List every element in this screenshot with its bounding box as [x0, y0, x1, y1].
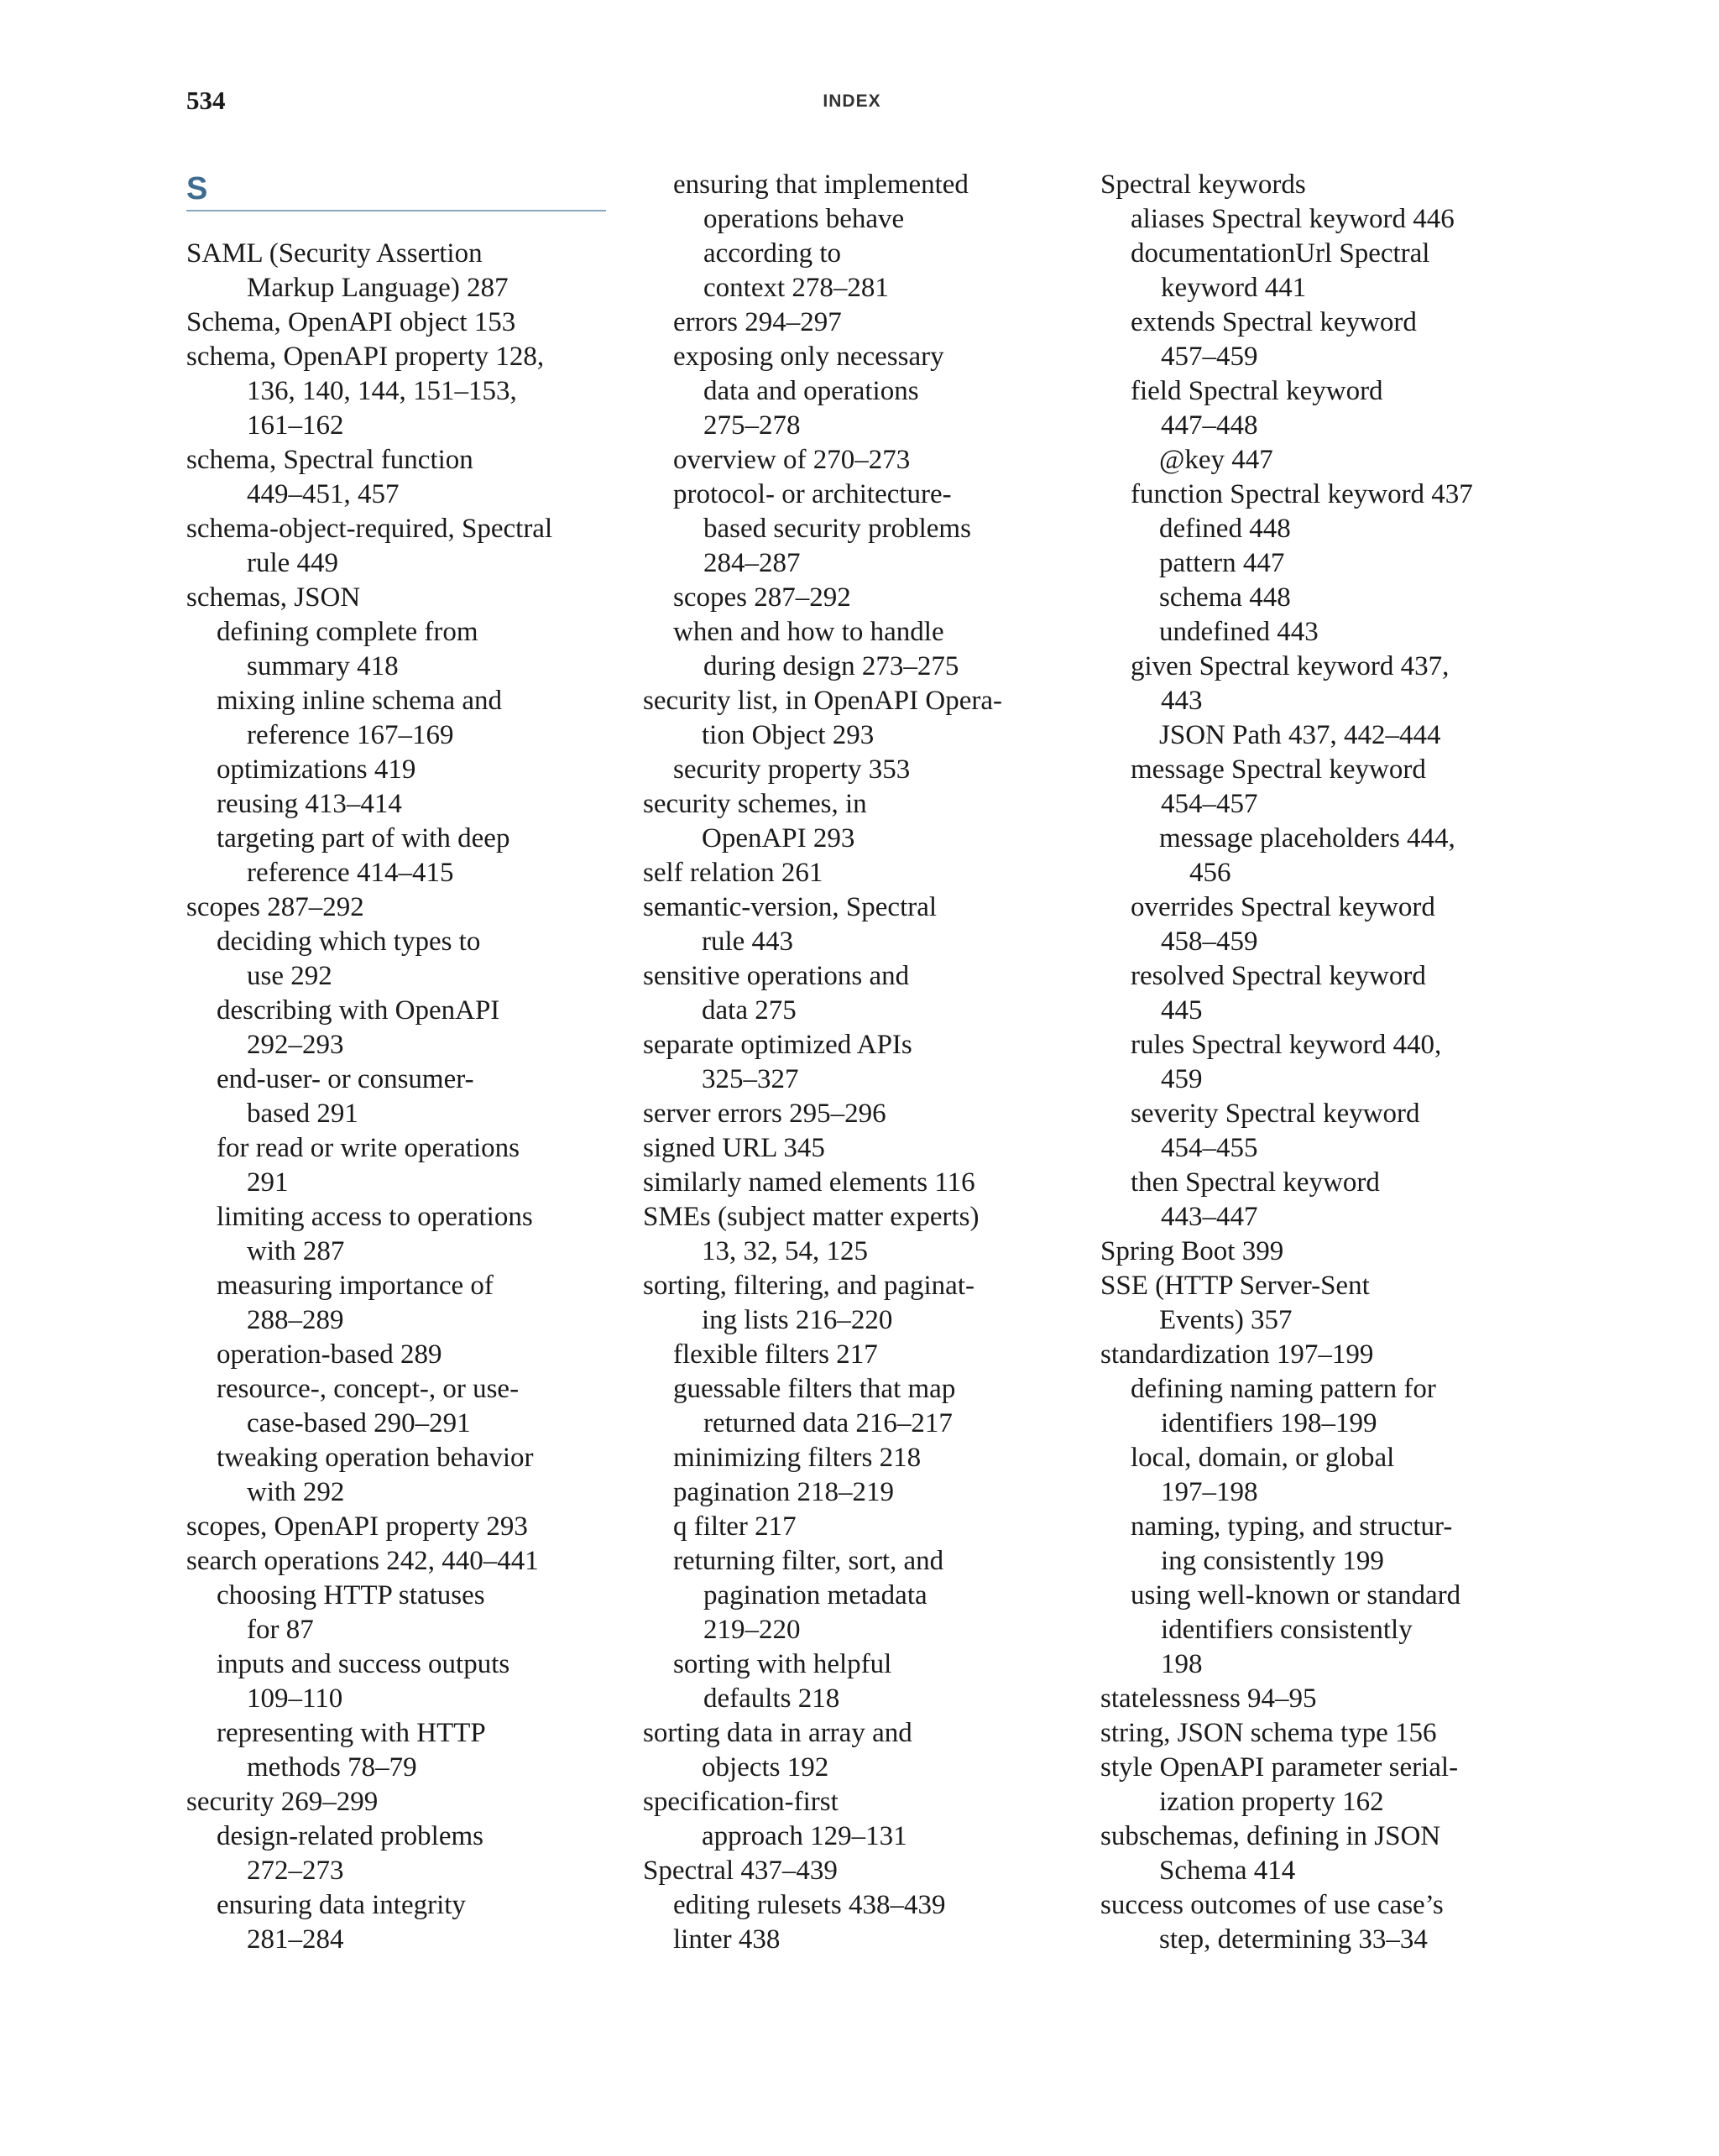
index-entry: specification-first: [643, 1787, 839, 1817]
index-subsubentry: message placeholders 444,: [1159, 823, 1455, 854]
index-subentry: design-related problems: [217, 1821, 483, 1851]
index-entry-continuation: with 287: [247, 1236, 345, 1266]
index-subsubentry: defined 448: [1159, 514, 1291, 544]
index-entry-continuation: 109–110: [247, 1684, 343, 1714]
index-subentry: severity Spectral keyword: [1131, 1099, 1420, 1129]
index-subentry: scopes 287–292: [673, 582, 851, 613]
index-entry-continuation: ing lists 216–220: [702, 1305, 893, 1335]
index-subentry: when and how to handle: [673, 617, 944, 647]
index-subentry: given Spectral keyword 437,: [1131, 651, 1450, 681]
index-entry: sorting, filtering, and paginat-: [643, 1271, 974, 1301]
index-subentry: reusing 413–414: [217, 789, 402, 819]
index-entry-continuation: returned data 216–217: [703, 1408, 953, 1438]
index-entry-continuation: defaults 218: [703, 1684, 840, 1714]
index-entry-continuation: reference 414–415: [247, 858, 454, 888]
index-list-1: [186, 237, 606, 1957]
index-entry-continuation: ing consistently 199: [1161, 1546, 1384, 1576]
index-entry-continuation: 281–284: [247, 1924, 344, 1955]
index-entry-continuation: 443–447: [1161, 1202, 1258, 1232]
index-entry-continuation: 457–459: [1161, 342, 1258, 372]
index-entry-continuation: 272–273: [247, 1856, 344, 1886]
running-head: INDEX: [823, 91, 881, 111]
index-subentry: guessable filters that map: [673, 1374, 956, 1404]
index-entry-continuation: OpenAPI 293: [702, 823, 855, 854]
index-entry-continuation: 325–327: [702, 1064, 799, 1094]
index-subentry: tweaking operation behavior: [217, 1443, 534, 1473]
index-entry-continuation: based 291: [247, 1099, 358, 1129]
index-entry-continuation: rule 449: [247, 548, 339, 578]
index-entry: statelessness 94–95: [1100, 1684, 1317, 1714]
index-entry-continuation: context 278–281: [703, 273, 889, 303]
index-list-2: [643, 168, 1063, 1957]
index-subentry: minimizing filters 218: [673, 1443, 922, 1473]
index-subsubentry: undefined 443: [1159, 617, 1319, 647]
index-entry-continuation: 447–448: [1161, 410, 1258, 441]
index-subentry: flexible filters 217: [673, 1339, 878, 1370]
index-subentry: inputs and success outputs: [217, 1649, 510, 1679]
index-entry-continuation: 291: [247, 1167, 289, 1198]
index-entry: search operations 242, 440–441: [186, 1546, 539, 1576]
index-entry: Spectral 437–439: [643, 1856, 838, 1886]
index-subentry: resource-, concept-, or use-: [217, 1374, 520, 1404]
index-entry-continuation: objects 192: [702, 1752, 829, 1783]
index-entry: schema, OpenAPI property 128,: [186, 342, 545, 372]
index-subentry: overrides Spectral keyword: [1131, 892, 1435, 922]
index-subentry: defining naming pattern for: [1131, 1374, 1436, 1404]
index-subentry: function Spectral keyword 437: [1131, 479, 1473, 509]
index-entry-continuation: according to: [703, 238, 842, 269]
index-entry-continuation: tion Object 293: [702, 720, 875, 750]
index-subentry: ensuring that implemented: [673, 170, 969, 200]
index-entry-continuation: reference 167–169: [247, 720, 454, 750]
index-entry-continuation: based security problems: [703, 514, 971, 544]
index-entry: self relation 261: [643, 858, 823, 888]
index-subentry: security property 353: [673, 754, 911, 785]
index-entry: style OpenAPI parameter serial-: [1100, 1752, 1459, 1783]
index-entry-continuation: 197–198: [1161, 1477, 1258, 1507]
index-entry-continuation: 456: [1189, 858, 1231, 888]
index-subentry: defining complete from: [217, 617, 478, 647]
index-entry-continuation: identifiers 198–199: [1161, 1408, 1377, 1438]
index-subentry: exposing only necessary: [673, 342, 944, 372]
index-entry: sensitive operations and: [643, 961, 910, 991]
index-entry-continuation: methods 78–79: [247, 1752, 417, 1783]
index-entry-continuation: keyword 441: [1161, 273, 1307, 303]
index-entry-continuation: Schema 414: [1159, 1856, 1296, 1886]
index-subentry: sorting with helpful: [673, 1649, 892, 1679]
index-subentry: q filter 217: [673, 1511, 797, 1542]
index-entry-continuation: identifiers consistently: [1161, 1615, 1413, 1645]
index-entry: security list, in OpenAPI Opera-: [643, 686, 1002, 716]
index-entry-continuation: Markup Language) 287: [247, 273, 509, 303]
index-entry: Spectral keywords: [1100, 170, 1306, 200]
index-entry: scopes 287–292: [186, 892, 364, 922]
index-entry: success outcomes of use case’s: [1100, 1890, 1444, 1920]
index-subentry: deciding which types to: [217, 927, 481, 957]
index-entry: string, JSON schema type 156: [1100, 1718, 1437, 1748]
index-subentry: extends Spectral keyword: [1131, 307, 1417, 337]
index-subentry: describing with OpenAPI: [217, 995, 500, 1026]
index-subentry: for read or write operations: [217, 1133, 520, 1163]
index-entry: sorting data in array and: [643, 1718, 912, 1748]
page-number: 534: [186, 86, 226, 115]
index-entry-continuation: 445: [1161, 995, 1203, 1026]
index-entry-continuation: ization property 162: [1159, 1787, 1384, 1817]
index-subentry: mixing inline schema and: [217, 686, 503, 716]
index-entry: SAML (Security Assertion: [186, 238, 483, 269]
index-entry: Spring Boot 399: [1100, 1236, 1284, 1266]
index-subentry: local, domain, or global: [1131, 1443, 1395, 1473]
index-entry: schema-object-required, Spectral: [186, 514, 553, 544]
index-entry-continuation: pagination metadata: [703, 1580, 927, 1610]
index-entry: server errors 295–296: [643, 1099, 886, 1129]
index-subentry: naming, typing, and structur-: [1131, 1511, 1453, 1542]
index-entry: schemas, JSON: [186, 582, 361, 613]
index-entry-continuation: for 87: [247, 1615, 314, 1645]
index-subsubentry: pattern 447: [1159, 548, 1285, 578]
index-subentry: resolved Spectral keyword: [1131, 961, 1426, 991]
index-subentry: overview of 270–273: [673, 445, 911, 475]
index-subentry: linter 438: [673, 1924, 781, 1955]
index-entry-continuation: rule 443: [702, 927, 794, 957]
index-entry-continuation: use 292: [247, 961, 332, 991]
index-subentry: operation-based 289: [217, 1339, 442, 1370]
index-subentry: rules Spectral keyword 440,: [1131, 1030, 1442, 1060]
index-entry: security 269–299: [186, 1787, 379, 1817]
index-entry: SSE (HTTP Server-Sent: [1100, 1271, 1370, 1301]
index-entry-continuation: with 292: [247, 1477, 345, 1507]
index-entry: scopes, OpenAPI property 293: [186, 1511, 528, 1542]
index-subentry: errors 294–297: [673, 307, 842, 337]
index-entry-continuation: summary 418: [247, 651, 399, 681]
index-entry-continuation: 458–459: [1161, 927, 1258, 957]
index-subentry: protocol- or architecture-: [673, 479, 952, 509]
index-subsubentry: schema 448: [1159, 582, 1291, 613]
index-entry-continuation: 288–289: [247, 1305, 344, 1335]
index-subentry: limiting access to operations: [217, 1202, 533, 1232]
index-entry: security schemes, in: [643, 789, 867, 819]
index-entry-continuation: data 275: [702, 995, 797, 1026]
index-entry-continuation: case-based 290–291: [247, 1408, 471, 1438]
index-entry-continuation: 284–287: [703, 548, 801, 578]
index-entry-continuation: 198: [1161, 1649, 1203, 1679]
index-entry: similarly named elements 116: [643, 1167, 975, 1198]
index-entry: signed URL 345: [643, 1133, 825, 1163]
index-entry: separate optimized APIs: [643, 1030, 912, 1060]
index-subentry: ensuring data integrity: [217, 1890, 466, 1920]
index-subentry: end-user- or consumer-: [217, 1064, 474, 1094]
index-entry: SMEs (subject matter experts): [643, 1202, 980, 1232]
index-entry-continuation: step, determining 33–34: [1159, 1924, 1428, 1955]
index-subentry: documentationUrl Spectral: [1131, 238, 1430, 269]
index-subsubentry: JSON Path 437, 442–444: [1159, 720, 1441, 750]
index-entry-continuation: 13, 32, 54, 125: [702, 1236, 868, 1266]
index-entry-continuation: 459: [1161, 1064, 1203, 1094]
index-subsubentry: @key 447: [1159, 445, 1273, 475]
index-entry-continuation: Events) 357: [1159, 1305, 1293, 1335]
index-subentry: returning filter, sort, and: [673, 1546, 944, 1576]
index-subentry: choosing HTTP statuses: [217, 1580, 485, 1610]
index-entry: semantic-version, Spectral: [643, 892, 938, 922]
index-entry-continuation: 292–293: [247, 1030, 344, 1060]
index-column-1: [186, 168, 606, 1957]
section-letter: S: [186, 171, 208, 206]
index-entry-continuation: 219–220: [703, 1615, 801, 1645]
index-entry: Schema, OpenAPI object 153: [186, 307, 516, 337]
index-entry: subschemas, defining in JSON: [1100, 1821, 1441, 1851]
index-subentry: field Spectral keyword: [1131, 376, 1383, 406]
index-subentry: using well-known or standard: [1131, 1580, 1461, 1610]
index-entry: schema, Spectral function: [186, 445, 473, 475]
index-list-3: [1100, 168, 1537, 1957]
index-subentry: aliases Spectral keyword 446: [1131, 204, 1455, 234]
index-subentry: representing with HTTP: [217, 1718, 486, 1748]
index-column-2: [643, 168, 1063, 1957]
index-subentry: pagination 218–219: [673, 1477, 895, 1507]
index-entry-continuation: 454–455: [1161, 1133, 1258, 1163]
index-entry-continuation: 275–278: [703, 410, 801, 441]
index-subentry: optimizations 419: [217, 754, 416, 785]
index-entry-continuation: 454–457: [1161, 789, 1258, 819]
index-entry: standardization 197–199: [1100, 1339, 1374, 1370]
index-subentry: then Spectral keyword: [1131, 1167, 1380, 1198]
index-entry-continuation: data and operations: [703, 376, 919, 406]
index-entry-continuation: approach 129–131: [702, 1821, 907, 1851]
index-column-3: [1100, 168, 1537, 1957]
index-subentry: editing rulesets 438–439: [673, 1890, 946, 1920]
index-subentry: measuring importance of: [217, 1271, 494, 1301]
index-subentry: targeting part of with deep: [217, 823, 510, 854]
index-entry-continuation: 161–162: [247, 410, 344, 441]
index-subentry: message Spectral keyword: [1131, 754, 1426, 785]
index-entry-continuation: 443: [1161, 686, 1203, 716]
index-entry-continuation: 136, 140, 144, 151–153,: [247, 376, 517, 406]
index-entry-continuation: 449–451, 457: [247, 479, 400, 509]
index-entry-continuation: operations behave: [703, 204, 905, 234]
index-entry-continuation: during design 273–275: [703, 651, 959, 681]
